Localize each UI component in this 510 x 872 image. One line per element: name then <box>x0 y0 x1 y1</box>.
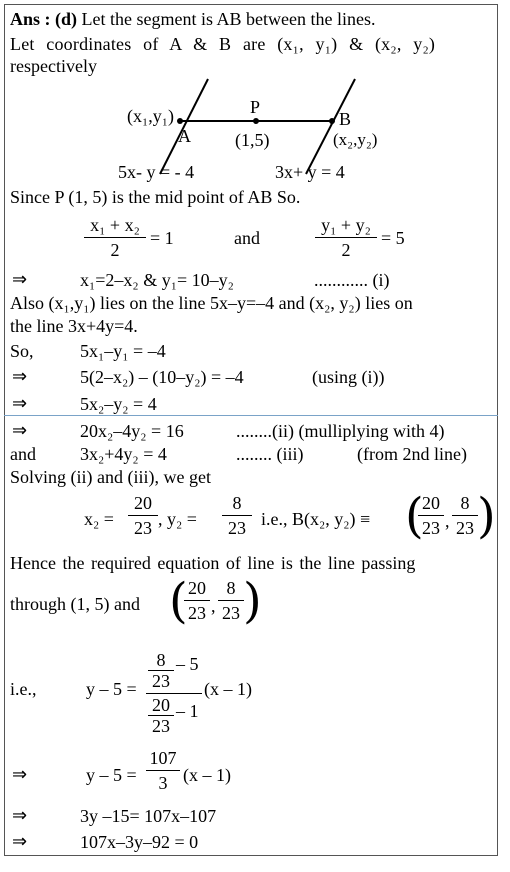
respectively-line: respectively <box>10 56 97 76</box>
implies-symbol: ⇒ <box>12 831 28 852</box>
coords-line: Let coordinates of A & B are (x₁, y₁) & (x₂, y₂) <box>10 34 436 54</box>
fraction-y-mid <box>315 214 377 261</box>
eq2-lhs: y – 5 = <box>86 765 137 785</box>
fraction-numerator: 8 <box>156 650 166 670</box>
also-line-2: the line 3x+4y=4. <box>10 316 138 336</box>
also-line-1: Also (x₁,y₁) lies on the line 5x–y=–4 and (x₂, y₂) lies on <box>10 293 413 313</box>
paren-right: ) <box>477 488 496 544</box>
fraction-numerator: 20 <box>134 493 152 513</box>
main-fraction-bar <box>146 693 202 694</box>
fraction-denominator: 23 <box>188 603 206 623</box>
label-b-coords: (x₂,y₂) <box>333 130 378 149</box>
fraction-numerator: 107 <box>149 748 177 768</box>
eq2-rhs: (x – 1) <box>183 765 231 785</box>
fraction-denominator: 2 <box>341 240 351 260</box>
equation-iii-tag: ........ (iii) <box>236 444 304 464</box>
fraction-denominator: 3 <box>158 773 168 793</box>
equation-iii-note: (from 2nd line) <box>357 444 467 464</box>
label-a-coords: (x₁,y₁) <box>127 106 175 126</box>
midpoint-text: Since P (1, 5) is the mid point of AB So. <box>10 187 301 207</box>
fraction-b-x <box>418 492 444 539</box>
fraction-denominator: 23 <box>222 603 240 623</box>
ie-word: i.e., <box>10 679 37 699</box>
paren-right: ) <box>243 573 262 629</box>
label-b: B <box>339 109 352 129</box>
fraction-denominator: 23 <box>152 716 170 736</box>
line2-equation: 3x+ y = 4 <box>275 162 345 182</box>
equation-iii: 3x₂+4y₂ = 4 <box>80 444 167 464</box>
slope-denominator <box>146 696 202 736</box>
fraction-numerator: x₁ + x₂ <box>90 215 140 235</box>
frac1-rhs: = 1 <box>150 228 174 248</box>
slope-numerator <box>146 651 202 691</box>
fraction-numerator: y₁ + y₂ <box>321 215 371 235</box>
fraction-denominator: 2 <box>110 240 120 260</box>
fraction-numerator: 8 <box>226 578 236 598</box>
label-a: A <box>178 126 191 146</box>
equation-substitution: 5(2–x₂) – (10–y₂) = –4 <box>80 367 244 387</box>
fraction-denominator: 23 <box>456 518 474 538</box>
label-p-coords: (1,5) <box>235 130 270 150</box>
equation-ii-tag: ........(ii) (mulliplying with 4) <box>236 421 445 441</box>
segment-figure <box>0 0 510 190</box>
slope-rhs: (x – 1) <box>204 679 252 699</box>
fraction-x2 <box>128 492 158 539</box>
step-i-tag: ............ (i) <box>314 270 390 290</box>
fraction-x-mid <box>84 214 146 261</box>
point-b <box>329 118 335 124</box>
fraction-numerator: 8 <box>460 493 470 513</box>
fraction-denominator: 23 <box>134 518 152 538</box>
through-text: through (1, 5) and <box>10 594 140 614</box>
minus-one: – 1 <box>176 701 199 721</box>
fraction-numerator: 8 <box>232 493 242 513</box>
implies-symbol: ⇒ <box>12 764 28 785</box>
implies-symbol: ⇒ <box>12 393 28 414</box>
implies-symbol: ⇒ <box>12 805 28 826</box>
ans-label: Ans : (d) <box>10 9 78 29</box>
equation-simplified: 5x₂–y₂ = 4 <box>80 394 157 414</box>
label-p: P <box>250 97 261 117</box>
fraction-b-y <box>452 492 478 539</box>
and-word: and <box>10 444 36 464</box>
and-word: and <box>234 228 260 248</box>
fraction-20-23 <box>148 696 174 735</box>
equation-so: 5x₁–y₁ = –4 <box>80 341 166 361</box>
solving-text: Solving (ii) and (iii), we get <box>10 467 211 487</box>
ie-point-b: i.e., B(x₂, y₂) ≡ <box>261 509 371 529</box>
section-divider <box>4 415 498 416</box>
fraction-y2 <box>222 492 252 539</box>
fraction-8-23 <box>148 651 174 690</box>
hence-text: Hence the required equation of line is the line passing <box>10 553 416 573</box>
point-p <box>253 118 259 124</box>
equation-ii: 20x₂–4y₂ = 16 <box>80 421 184 441</box>
fraction-denominator: 23 <box>228 518 246 538</box>
y2-lhs: , y₂ = <box>158 509 197 529</box>
slope-compound-fraction <box>146 651 202 736</box>
comma: , <box>211 596 216 616</box>
fraction-through-y <box>218 577 244 624</box>
step-i-equation: x₁=2–x₂ & y₁= 10–y₂ <box>80 270 234 290</box>
fraction-through-x <box>184 577 210 624</box>
substitution-note: (using (i)) <box>312 367 385 387</box>
fraction-denominator: 23 <box>152 671 170 691</box>
final-equation: 107x–3y–92 = 0 <box>80 832 199 852</box>
line1-equation: 5x- y = - 4 <box>118 162 195 182</box>
minus-five: – 5 <box>176 654 199 674</box>
point-a <box>177 118 183 124</box>
paren-left: ( <box>405 488 424 544</box>
paren-left: ( <box>169 573 188 629</box>
so-word: So, <box>10 341 34 361</box>
comma: , <box>445 511 450 531</box>
fraction-numerator: 20 <box>422 493 440 513</box>
implies-symbol: ⇒ <box>12 366 28 387</box>
heading-text: Let the segment is AB between the lines. <box>77 9 376 29</box>
slope-lhs: y – 5 = <box>86 679 137 699</box>
implies-symbol: ⇒ <box>12 420 28 441</box>
x2-lhs: x₂ = <box>84 509 114 529</box>
implies-symbol: ⇒ <box>12 269 28 290</box>
fraction-107-3 <box>146 747 180 794</box>
fraction-numerator: 20 <box>188 578 206 598</box>
fraction-denominator: 23 <box>422 518 440 538</box>
equation-step3: 3y –15= 107x–107 <box>80 806 217 826</box>
fraction-numerator: 20 <box>152 695 170 715</box>
frac2-rhs: = 5 <box>381 228 405 248</box>
